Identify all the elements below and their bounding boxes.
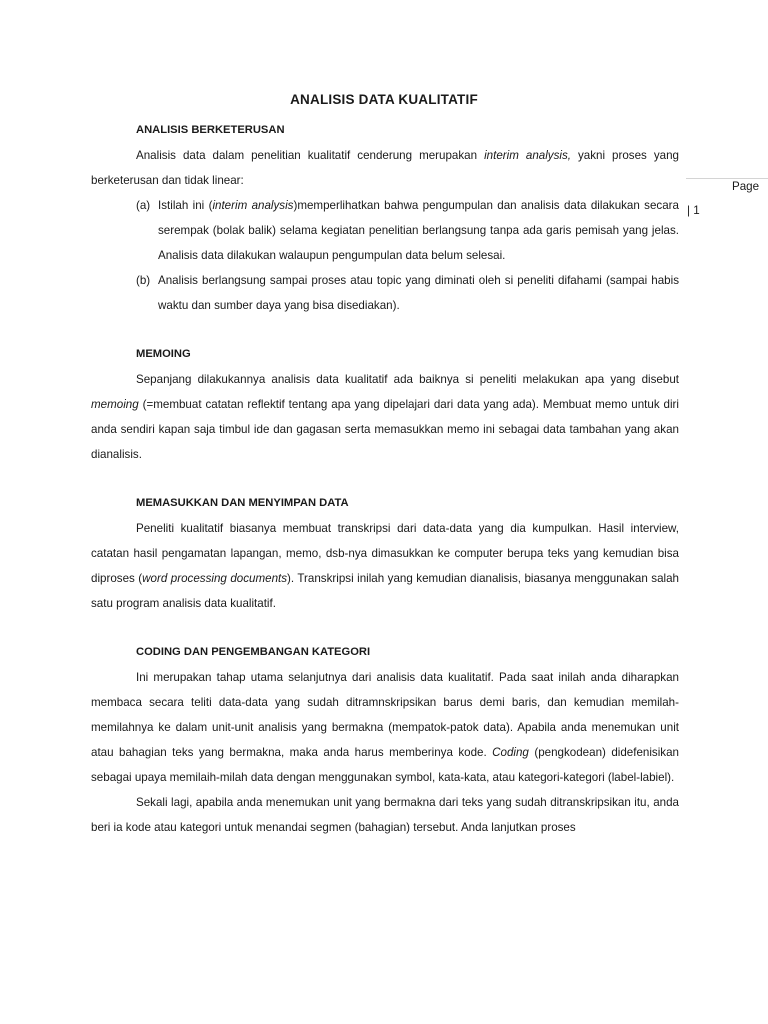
paragraph-coding-1	[91, 665, 679, 790]
text-run: Sepanjang dilakukannya analisis data kualitatif ada baiknya si peneliti melakukan apa yang disebut	[136, 373, 679, 386]
paragraph-analisis-berketerusan	[91, 143, 679, 193]
paragraph-memoing	[91, 367, 679, 467]
text-run: (=membuat catatan reflektif tentang apa yang dipelajari dari data yang ada). Membuat memo untuk diri anda sendiri kapan saja timbul ide dan gagasan serta memasukkan memo ini sebagai data tambahan yang akan dianalisis.	[91, 398, 679, 461]
text-run: ). Transkripsi inilah yang kemudian dianalisis, biasanya menggunakan salah satu program analisis data kualitatif.	[91, 572, 680, 610]
list-analisis-points	[91, 193, 679, 318]
paragraph-coding-2: Sekali lagi, apabila anda menemukan unit yang bermakna dari teks yang sudah ditranskripsikan itu, anda beri ia kode atau kategori untuk menandai segmen (bahagian) tersebut. Anda lanjutkan proses	[91, 796, 679, 834]
text-run: yakni proses yang berketerusan dan tidak linear:	[91, 149, 679, 187]
italic-text-run: word processing documents	[142, 572, 288, 585]
spacer	[91, 318, 679, 342]
section-heading-coding: CODING DAN PENGEMBANGAN KATEGORI	[136, 646, 371, 658]
italic-text-run: Coding	[492, 746, 529, 759]
text-run: Analisis data dalam penelitian kualitatif cenderung merupakan	[136, 149, 485, 162]
spacer	[91, 616, 679, 640]
section-heading-analisis-berketerusan: ANALISIS BERKETERUSAN	[136, 124, 285, 136]
text-run: Analisis berlangsung sampai proses atau topic yang diminati oleh si peneliti difahami (sampai habis waktu dan sumber daya yang bisa disediakan).	[158, 274, 679, 312]
text-run: )memperlihatkan bahwa pengumpulan dan analisis data dilakukan secara serempak (bolak balik) selama kegiatan penelitian berlangsung tanpa ada garis pemisah yang jelas. Analisis data dilakukan walaupun pengumpulan data belum selesai.	[158, 199, 679, 262]
spacer	[91, 467, 679, 491]
list-marker: (b)	[136, 274, 151, 287]
italic-text-run: interim analysis	[212, 199, 294, 212]
document-title: ANALISIS DATA KUALITATIF	[290, 92, 478, 107]
text-run: (pengkodean) didefenisikan sebagai upaya memilaih-milah data dengan menggunakan symbol, kata-kata, atau kategori-kategori (label-labiel).	[91, 746, 679, 784]
text-run: Istilah ini (	[158, 199, 213, 212]
margin-divider	[686, 178, 768, 179]
italic-text-run: memoing	[91, 398, 139, 411]
section-heading-memoing: MEMOING	[136, 348, 191, 360]
page-number: | 1	[687, 204, 700, 217]
italic-text-run: interim analysis,	[484, 149, 571, 162]
paragraph-memasukkan-data	[91, 516, 679, 616]
list-marker: (a)	[136, 199, 151, 212]
section-heading-memasukkan-data: MEMASUKKAN DAN MENYIMPAN DATA	[136, 497, 349, 509]
text-run: Peneliti kualitatif biasanya membuat transkripsi dari data-data yang dia kumpulkan. Hasil interview, catatan hasil pengamatan lapangan, memo, dsb-nya dimasukkan ke computer berupa teks yang kemudian bisa diproses (	[91, 522, 679, 585]
page-label: Page	[732, 180, 760, 193]
list-item-b	[91, 268, 679, 318]
text-run: Ini merupakan tahap utama selanjutnya dari analisis data kualitatif. Pada saat inilah anda diharapkan membaca secara teliti data-data yang sudah ditramnskripsikan barus demi baris, dan kemudian memilah-memilahnya ke dalam unit-unit analisis yang bermakna (mempatok-patok data). Apabila anda menemukan unit atau bahagian teks yang bermakna, maka anda harus memberinya kode.	[91, 671, 679, 759]
document-body	[91, 118, 679, 840]
list-item-a	[91, 193, 679, 268]
